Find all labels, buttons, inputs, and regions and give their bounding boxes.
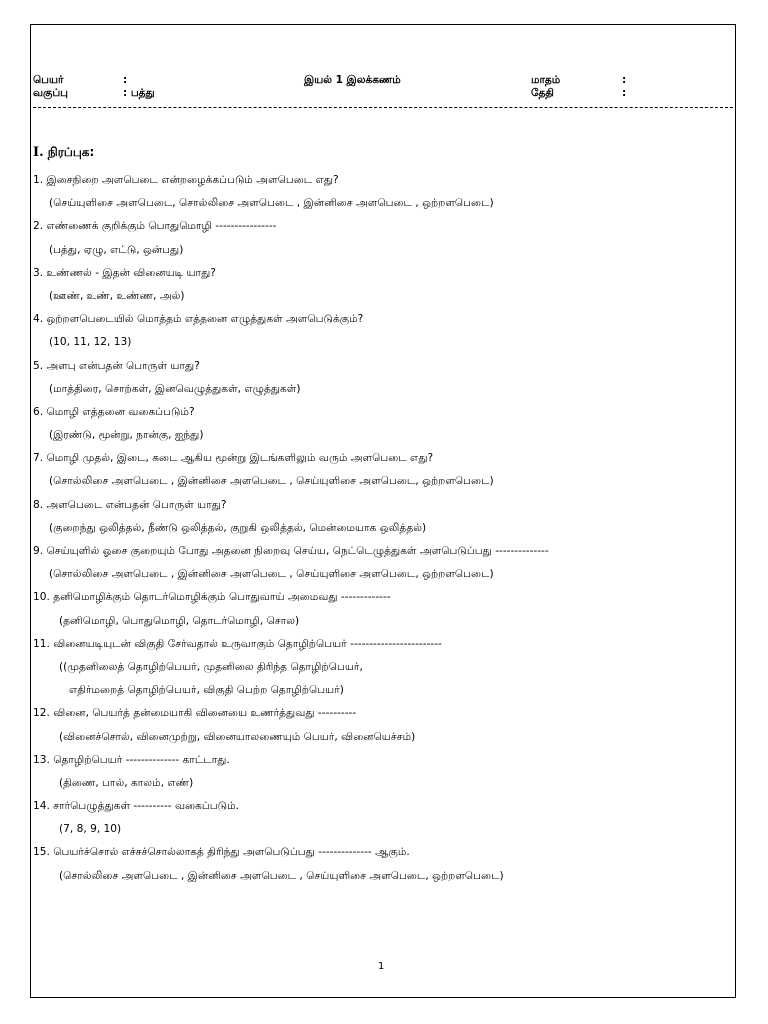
month-label: மாதம் xyxy=(531,74,561,86)
question-11-options-1: ((முதனிலைத் தொழிற்பெயர், முதனிலை திரிந்த தொழிற்பெயர், xyxy=(59,660,363,673)
question-13: 13. தொழிற்பெயர் -------------- காட்டாது. xyxy=(33,753,230,766)
section-roman: I. xyxy=(33,145,44,160)
question-12-options: (வினைச்சொல், வினைமுற்று, வினையாலணையும் பெயர், வினையெச்சம்) xyxy=(59,730,416,743)
header-divider xyxy=(33,107,733,108)
class-value: : பத்து xyxy=(123,87,155,99)
question-3: 3. உண்ணல் - இதன் வினையடி யாது? xyxy=(33,266,216,279)
question-1-options: (செய்யுளிசை அளபெடை, சொல்லிசை அளபெடை , இன்னிசை அளபெடை , ஒற்றளபெடை) xyxy=(49,197,494,210)
question-list xyxy=(33,169,733,888)
question-10-options: (தனிமொழி, பொதுமொழி, தொடர்மொழி, சொல) xyxy=(59,614,300,627)
section-title xyxy=(33,145,94,161)
name-label: பெயர் xyxy=(33,74,64,86)
question-12: 12. வினை, பெயர்த் தன்மையாகி வினையை உணர்த்துவது ---------- xyxy=(33,707,357,720)
month-colon: : xyxy=(622,74,627,86)
question-14: 14. சார்பெழுத்துகள் ---------- வகைப்படும். xyxy=(33,800,240,813)
question-8: 8. அளபெடை என்பதன் பொருள் யாது? xyxy=(33,498,227,511)
question-8-options: (குறைந்து ஒலித்தல், நீண்டு ஒலித்தல், குறுகி ஒலித்தல், மென்மையாக ஒலித்தல்) xyxy=(49,521,427,534)
section-label: நிரப்புக: xyxy=(43,145,95,159)
question-14-options: (7, 8, 9, 10) xyxy=(59,823,122,836)
page-title: இயல் 1 இலக்கணம் xyxy=(304,74,401,86)
question-5-options: (மாத்திரை, சொற்கள், இனவெழுத்துகள், எழுத்துகள்) xyxy=(49,382,301,395)
question-6-options: (இரண்டு, மூன்று, நான்கு, ஐந்து) xyxy=(49,429,204,442)
date-label: தேதி xyxy=(531,87,554,99)
question-2-options: (பத்து, ஏழு, எட்டு, ஒன்பது) xyxy=(49,243,184,256)
question-3-options: (ஊண், உண், உண்ண, அல்) xyxy=(49,289,185,302)
question-9: 9. செய்யுளில் ஓசை குறையும் போது அதனை நிறைவு செய்ய, நெட்டெழுத்துகள் அளபெடுப்பது -------------- xyxy=(33,545,549,557)
question-7-options: (சொல்லிசை அளபெடை , இன்னிசை அளபெடை , செய்யுளிசை அளபெடை, ஒற்றளபெடை) xyxy=(49,475,494,488)
question-11-options-2: எதிர்மறைத் தொழிற்பெயர், விகுதி பெற்ற தொழிற்பெயர்) xyxy=(69,684,344,697)
page-number: 1 xyxy=(378,961,385,972)
question-15-options: (சொல்லிசை அளபெடை , இன்னிசை அளபெடை , செய்யுளிசை அளபெடை, ஒற்றளபெடை) xyxy=(59,869,504,882)
question-7: 7. மொழி முதல், இடை, கடை ஆகிய மூன்று இடங்களிலும் வரும் அளபெடை எது? xyxy=(33,452,434,465)
question-15: 15. பெயர்ச்சொல் எச்சச்சொல்லாகத் திரிந்து அளபெடுப்பது -------------- ஆகும். xyxy=(33,846,410,859)
question-10: 10. தனிமொழிக்கும் தொடர்மொழிக்கும் பொதுவாய் அமைவது ------------- xyxy=(33,591,391,604)
question-4-options: (10, 11, 12, 13) xyxy=(49,336,132,349)
question-11: 11. வினையடியுடன் விகுதி சேர்வதால் உருவாகும் தொழிற்பெயர் ------------------------ xyxy=(33,637,442,650)
question-2: 2. எண்ணைக் குறிக்கும் பொதுமொழி ---------------- xyxy=(33,220,277,233)
question-13-options: (திணை, பால், காலம், எண்) xyxy=(59,776,194,789)
date-colon: : xyxy=(622,87,627,99)
question-6: 6. மொழி எத்தனை வகைப்படும்? xyxy=(33,405,195,418)
question-1: 1. இசைநிறை அளபெடை என்றழைக்கப்படும் அளபெடை எது? xyxy=(33,174,339,186)
question-4: 4. ஒற்றளபெடையில் மொத்தம் எத்தனை எழுத்துகள் அளபெடுக்கும்? xyxy=(33,313,364,326)
question-9-options: (சொல்லிசை அளபெடை , இன்னிசை அளபெடை , செய்யுளிசை அளபெடை, ஒற்றளபெடை) xyxy=(49,568,494,581)
name-colon: : xyxy=(123,74,128,86)
question-5: 5. அளபு என்பதன் பொருள் யாது? xyxy=(33,359,200,372)
class-label: வகுப்பு xyxy=(33,87,68,99)
